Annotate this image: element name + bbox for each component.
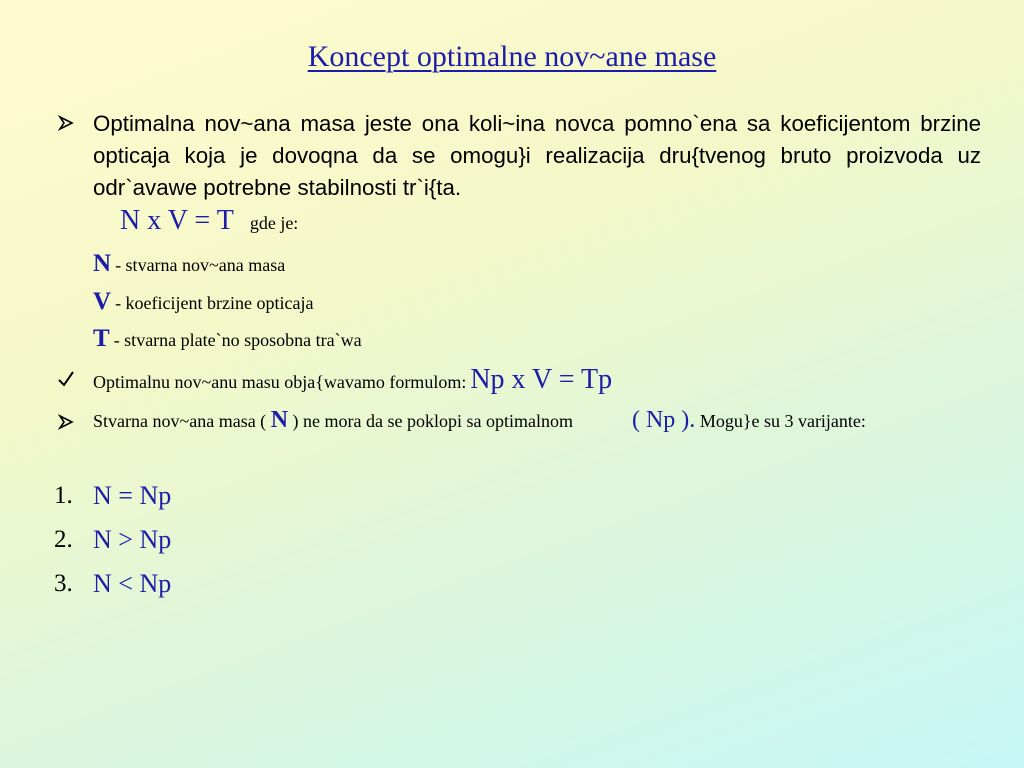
term-text: - koeficijent brzine opticaja xyxy=(115,293,314,313)
variant-symbol-np: ( Np ). xyxy=(631,407,696,433)
variant-number: 1. xyxy=(54,482,73,509)
term-text: - stvarna nov~ana masa xyxy=(115,255,286,275)
variant-text-2: ) ne mora da se poklopi sa optimalnom xyxy=(292,411,573,431)
arrow-bullet-icon xyxy=(58,115,74,131)
check-bullet-icon xyxy=(57,370,75,388)
variant-text-3: Mogu}e su 3 varijante: xyxy=(699,411,866,431)
term-t xyxy=(93,325,362,353)
term-symbol: T xyxy=(93,325,110,352)
main-formula-expr: N x V = T xyxy=(120,205,234,236)
main-formula-suffix: gde je: xyxy=(249,213,299,233)
optimal-formula-line xyxy=(93,364,612,396)
variant-expr: N > Np xyxy=(93,525,172,554)
optimal-text: Optimalnu nov~anu masu obja{wavamo formulom: xyxy=(93,372,467,392)
term-v xyxy=(93,288,313,316)
definition-paragraph: Optimalna nov~ana masa jeste ona koli~ina novca pomno`ena sa koeficijentom brzine opticaja koja je dovoqna da se omogu}i realizacija dru{tvenog bruto proizvoda uz odr`avawe potrebne stabilnosti tr`i{ta. xyxy=(93,111,981,200)
term-symbol: N xyxy=(93,250,112,277)
variants-paragraph xyxy=(93,404,981,437)
variant-text-1: Stvarna nov~ana masa ( xyxy=(93,411,267,431)
slide-title: Koncept optimalne nov~ane mase xyxy=(307,40,717,73)
variant-number: 2. xyxy=(54,526,73,553)
variant-expr: N < Np xyxy=(93,569,172,598)
variant-symbol-n: N xyxy=(270,407,289,433)
term-n xyxy=(93,250,285,278)
variant-expr: N = Np xyxy=(93,481,172,510)
term-symbol: V xyxy=(93,288,112,315)
optimal-formula: Np x V = Tp xyxy=(470,364,613,395)
main-formula xyxy=(120,205,298,237)
arrow-bullet-icon xyxy=(58,414,74,430)
variant-number: 3. xyxy=(54,570,73,597)
term-text: - stvarna plate`no sposobna tra`wa xyxy=(113,330,362,350)
